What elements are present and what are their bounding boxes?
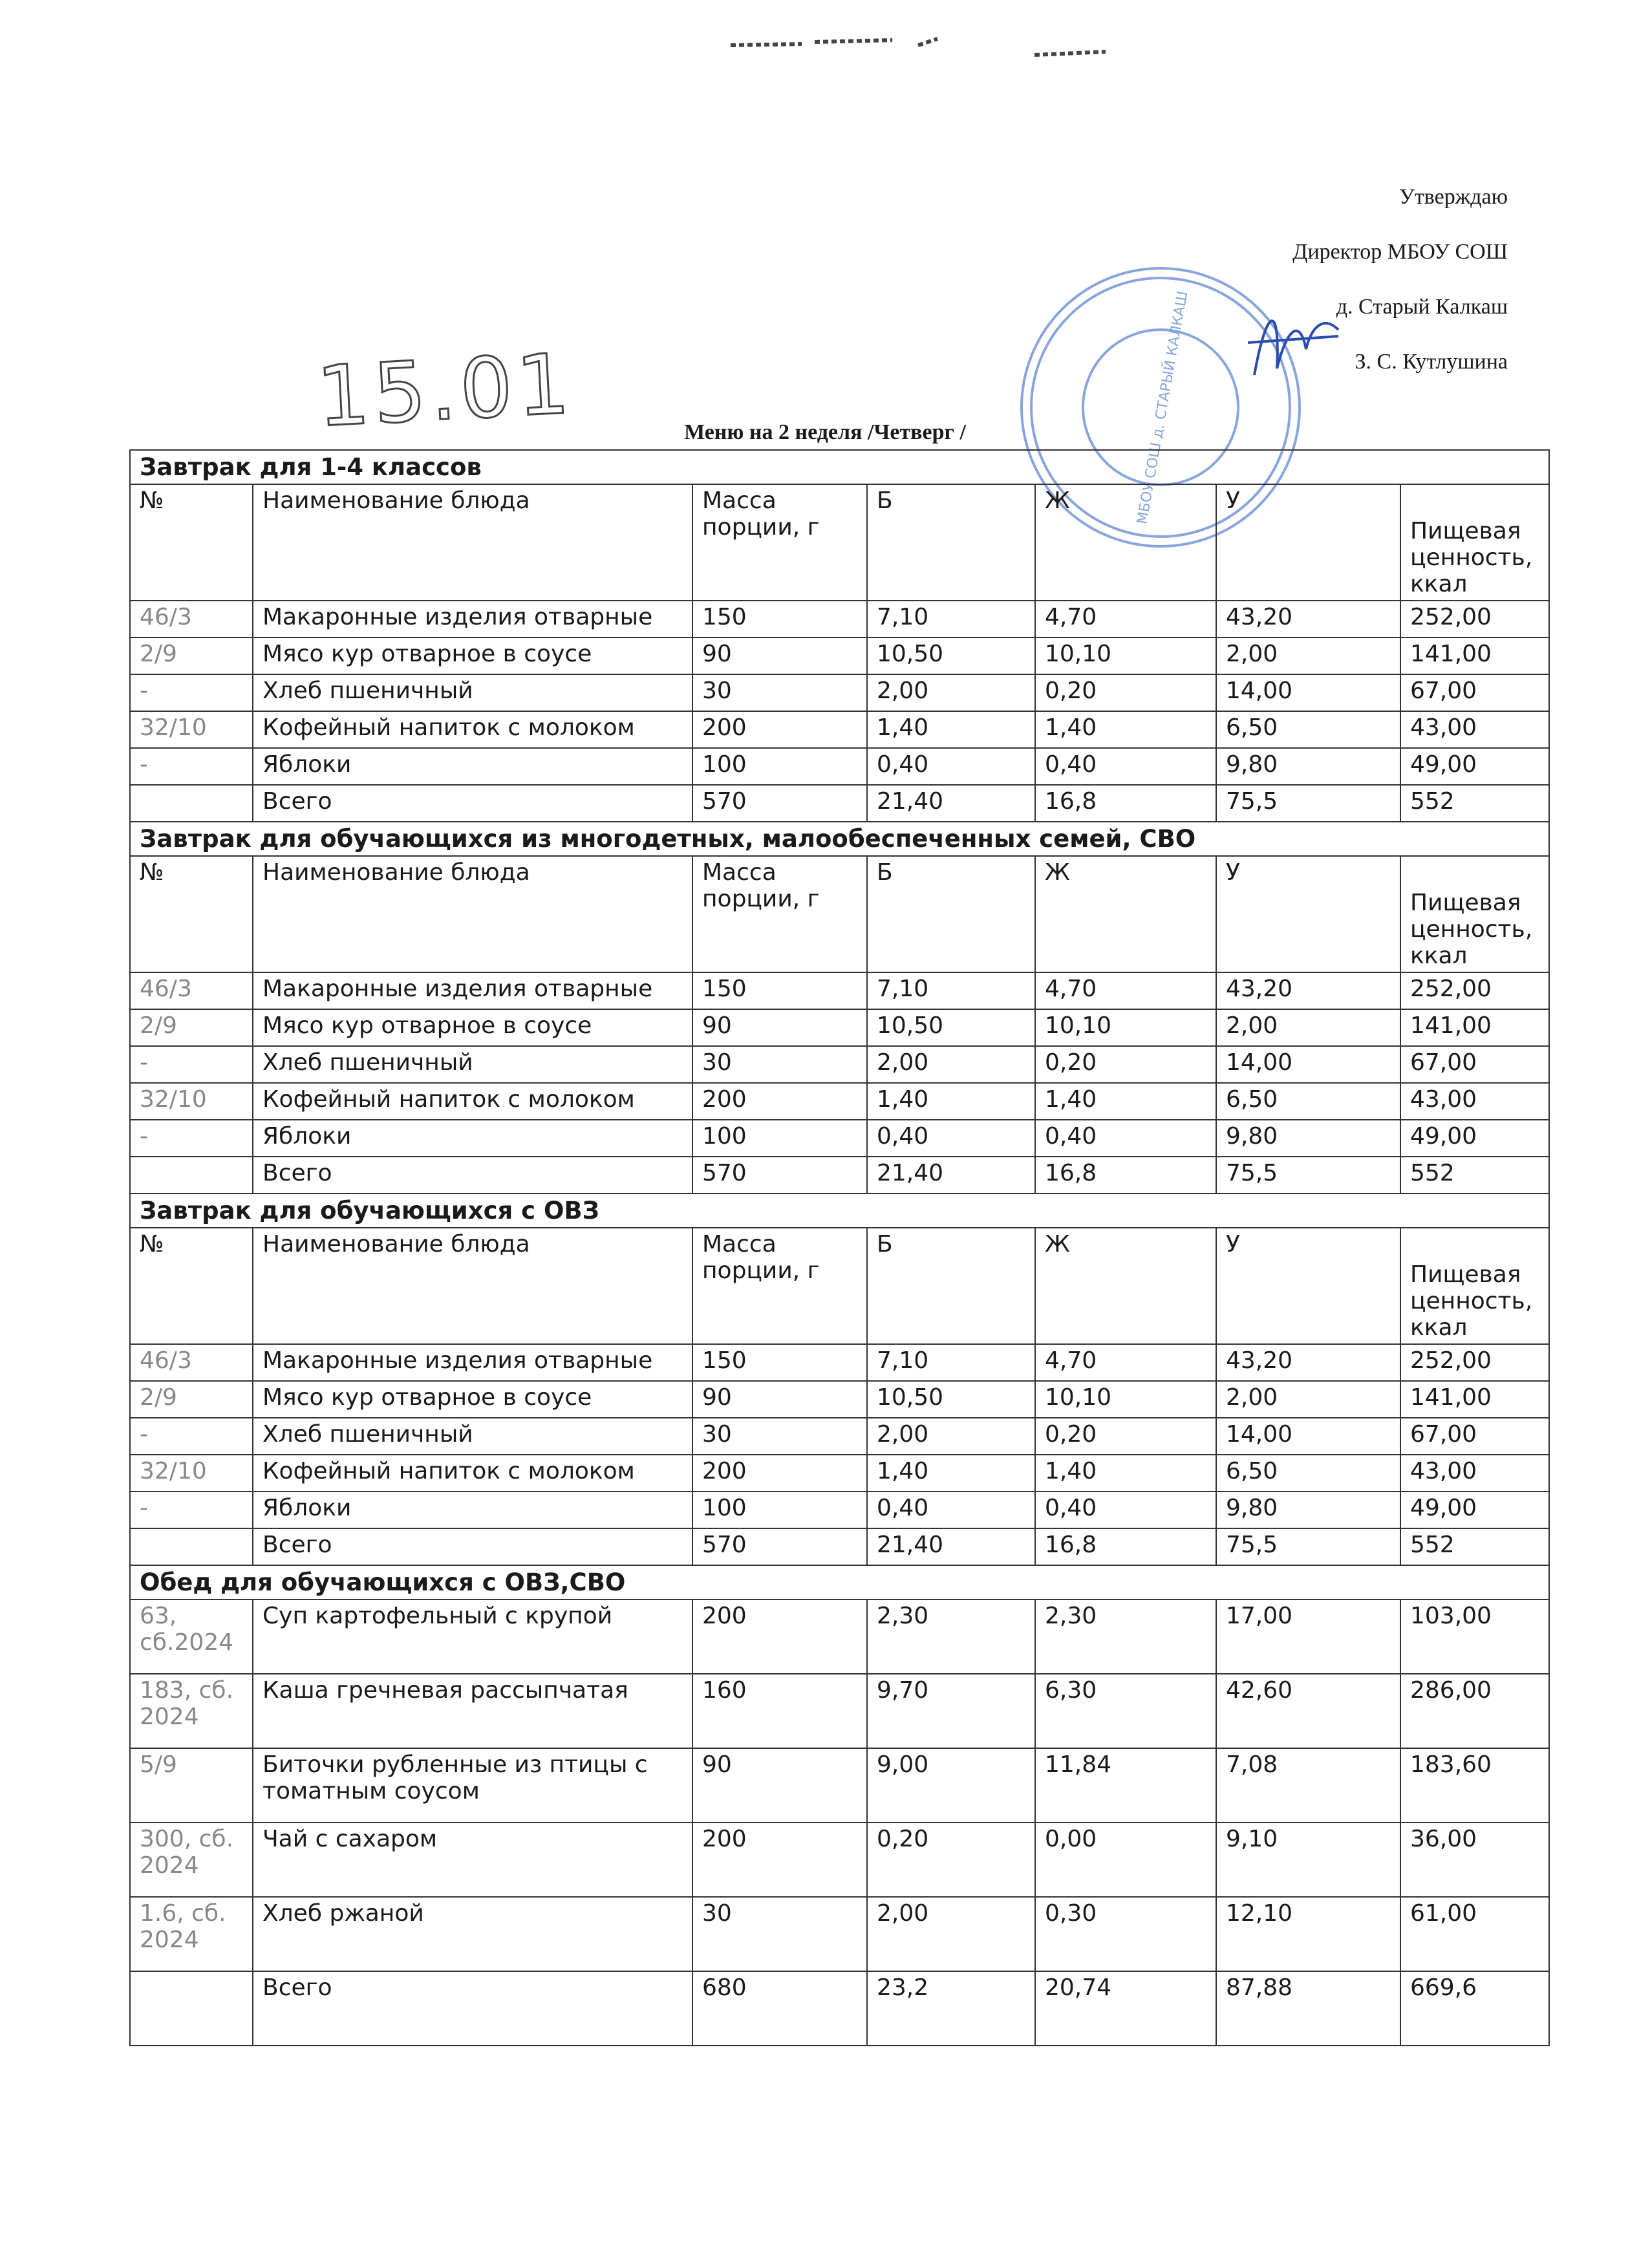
table-row [130,674,1549,711]
kcal-value: 552 [1400,785,1549,822]
table-row [130,637,1549,674]
dish-name: Кофейный напиток с молоком [253,1083,692,1120]
kcal-value: 49,00 [1400,748,1549,785]
fat-value: 0,20 [1035,1418,1216,1455]
recipe-code: 1.6, сб. 2024 [130,1897,253,1971]
mass-value: 200 [692,711,867,748]
kcal-value: 43,00 [1400,1455,1549,1492]
recipe-code: 183, сб. 2024 [130,1674,253,1748]
kcal-value: 141,00 [1400,1009,1549,1046]
section-title: Обед для обучающихся с ОВЗ,СВО [130,1565,1549,1599]
carb-value: 17,00 [1216,1599,1400,1674]
carb-value: 9,80 [1216,1492,1400,1528]
carb-value: 7,08 [1216,1748,1400,1823]
fat-value: 0,30 [1035,1897,1216,1971]
kcal-value: 61,00 [1400,1897,1549,1971]
mass-value: 150 [692,972,867,1009]
fat-value: 1,40 [1035,711,1216,748]
header-kcal: Пищевая ценность, ккал [1400,856,1549,972]
table-row [130,785,1549,822]
header-no: № [130,484,253,601]
header-name: Наименование блюда [253,856,692,972]
approval-line-2: Директор МБОУ СОШ [1292,240,1508,264]
kcal-value: 669,6 [1400,1971,1549,2046]
recipe-code: 46/3 [130,972,253,1009]
fat-value: 16,8 [1035,1528,1216,1565]
header-b: Б [867,1228,1035,1344]
carb-value: 75,5 [1216,1157,1400,1193]
carb-value: 43,20 [1216,601,1400,637]
header-zh: Ж [1035,856,1216,972]
kcal-value: 552 [1400,1528,1549,1565]
protein-value: 0,40 [867,1120,1035,1157]
protein-value: 10,50 [867,637,1035,674]
header-u: У [1216,484,1400,601]
dish-name: Мясо кур отварное в соусе [253,1381,692,1418]
menu-table [129,449,1550,2046]
menu-title: Меню на 2 неделя /Четверг / [684,420,966,444]
dish-name: Чай с сахаром [253,1823,692,1897]
dish-name: Каша гречневая рассыпчатая [253,1674,692,1748]
fat-value: 4,70 [1035,601,1216,637]
dish-name: Макаронные изделия отварные [253,972,692,1009]
kcal-value: 67,00 [1400,674,1549,711]
carb-value: 12,10 [1216,1897,1400,1971]
header-name: Наименование блюда [253,484,692,601]
carb-value: 2,00 [1216,1009,1400,1046]
kcal-value: 43,00 [1400,711,1549,748]
recipe-code: 32/10 [130,1455,253,1492]
kcal-value: 252,00 [1400,601,1549,637]
handwritten-date: 15.01 [314,336,576,446]
header-name: Наименование блюда [253,1228,692,1344]
protein-value: 10,50 [867,1009,1035,1046]
table-row [130,1599,1549,1674]
approval-line-1: Утверждаю [1398,185,1508,209]
dish-name: Кофейный напиток с молоком [253,711,692,748]
header-b: Б [867,484,1035,601]
fat-value: 2,30 [1035,1599,1216,1674]
dish-name: Хлеб ржаной [253,1897,692,1971]
table-row [130,1009,1549,1046]
protein-value: 2,00 [867,1897,1035,1971]
protein-value: 10,50 [867,1381,1035,1418]
protein-value: 2,00 [867,1046,1035,1083]
recipe-code: - [130,1120,253,1157]
mass-value: 150 [692,601,867,637]
table-row [130,1897,1549,1971]
stamp-text: МБОУ СОШ д. СТАРЫЙ КАЛКАШ [1134,290,1192,526]
protein-value: 21,40 [867,1528,1035,1565]
carb-value: 42,60 [1216,1674,1400,1748]
protein-value: 1,40 [867,1455,1035,1492]
protein-value: 1,40 [867,1083,1035,1120]
protein-value: 9,70 [867,1674,1035,1748]
recipe-code: 32/10 [130,1083,253,1120]
scan-artifact [724,26,1112,65]
section-title: Завтрак для обучающихся с ОВЗ [130,1193,1549,1228]
mass-value: 200 [692,1599,867,1674]
table-row [130,1381,1549,1418]
table-row [130,1046,1549,1083]
recipe-code [130,1528,253,1565]
fat-value: 0,40 [1035,748,1216,785]
carb-value: 14,00 [1216,1418,1400,1455]
dish-name: Всего [253,1157,692,1193]
dish-name: Биточки рубленные из птицы с томатным соусом [253,1748,692,1823]
carb-value: 9,10 [1216,1823,1400,1897]
kcal-value: 141,00 [1400,637,1549,674]
dish-name: Яблоки [253,1120,692,1157]
section-title: Завтрак для обучающихся из многодетных, малообеспеченных семей, СВО [130,822,1549,856]
recipe-code [130,785,253,822]
carb-value: 6,50 [1216,1455,1400,1492]
mass-value: 100 [692,1492,867,1528]
kcal-value: 36,00 [1400,1823,1549,1897]
carb-value: 75,5 [1216,785,1400,822]
carb-value: 2,00 [1216,1381,1400,1418]
section-header-row [130,822,1549,856]
header-mass: Масса порции, г [692,484,867,601]
mass-value: 30 [692,1897,867,1971]
mass-value: 200 [692,1455,867,1492]
table-row [130,711,1549,748]
column-header-row [130,856,1549,972]
protein-value: 2,00 [867,674,1035,711]
table-row [130,1674,1549,1748]
recipe-code: - [130,674,253,711]
mass-value: 680 [692,1971,867,2046]
kcal-value: 552 [1400,1157,1549,1193]
protein-value: 2,00 [867,1418,1035,1455]
protein-value: 0,20 [867,1823,1035,1897]
menu-body [130,450,1549,2046]
recipe-code: - [130,748,253,785]
dish-name: Мясо кур отварное в соусе [253,1009,692,1046]
protein-value: 21,40 [867,1157,1035,1193]
dish-name: Всего [253,785,692,822]
header-zh: Ж [1035,1228,1216,1344]
recipe-code: - [130,1046,253,1083]
carb-value: 75,5 [1216,1528,1400,1565]
dish-name: Макаронные изделия отварные [253,601,692,637]
fat-value: 0,40 [1035,1492,1216,1528]
kcal-value: 103,00 [1400,1599,1549,1674]
recipe-code: 2/9 [130,1381,253,1418]
fat-value: 6,30 [1035,1674,1216,1748]
mass-value: 90 [692,1009,867,1046]
carb-value: 87,88 [1216,1971,1400,2046]
mass-value: 570 [692,1528,867,1565]
dish-name: Макаронные изделия отварные [253,1344,692,1381]
mass-value: 30 [692,1418,867,1455]
header-u: У [1216,1228,1400,1344]
carb-value: 43,20 [1216,1344,1400,1381]
table-row [130,1492,1549,1528]
mass-value: 100 [692,1120,867,1157]
header-zh: Ж [1035,484,1216,601]
dish-name: Кофейный напиток с молоком [253,1455,692,1492]
carb-value: 6,50 [1216,711,1400,748]
approval-line-4: З. С. Кутлушина [1355,350,1508,374]
header-mass: Масса порции, г [692,856,867,972]
header-no: № [130,856,253,972]
table-row [130,1971,1549,2046]
table-row [130,972,1549,1009]
fat-value: 10,10 [1035,1381,1216,1418]
fat-value: 10,10 [1035,1009,1216,1046]
kcal-value: 49,00 [1400,1492,1549,1528]
protein-value: 0,40 [867,748,1035,785]
mass-value: 90 [692,1381,867,1418]
protein-value: 0,40 [867,1492,1035,1528]
recipe-code [130,1157,253,1193]
section-header-row [130,1565,1549,1599]
header-kcal: Пищевая ценность, ккал [1400,484,1549,601]
table-row [130,1418,1549,1455]
recipe-code: 63, сб.2024 [130,1599,253,1674]
protein-value: 21,40 [867,785,1035,822]
kcal-value: 252,00 [1400,972,1549,1009]
protein-value: 7,10 [867,1344,1035,1381]
mass-value: 160 [692,1674,867,1748]
carb-value: 9,80 [1216,748,1400,785]
kcal-value: 43,00 [1400,1083,1549,1120]
approval-line-3: д. Старый Калкаш [1336,295,1508,319]
mass-value: 90 [692,1748,867,1823]
dish-name: Мясо кур отварное в соусе [253,637,692,674]
recipe-code: - [130,1492,253,1528]
protein-value: 2,30 [867,1599,1035,1674]
kcal-value: 183,60 [1400,1748,1549,1823]
table-row [130,1083,1549,1120]
director-signature [1241,291,1345,394]
table-row [130,1455,1549,1492]
dish-name: Всего [253,1971,692,2046]
fat-value: 20,74 [1035,1971,1216,2046]
mass-value: 30 [692,674,867,711]
mass-value: 100 [692,748,867,785]
section-header-row [130,1193,1549,1228]
dish-name: Всего [253,1528,692,1565]
recipe-code: - [130,1418,253,1455]
recipe-code: 2/9 [130,637,253,674]
kcal-value: 49,00 [1400,1120,1549,1157]
kcal-value: 252,00 [1400,1344,1549,1381]
carb-value: 14,00 [1216,1046,1400,1083]
table-row [130,1120,1549,1157]
recipe-code: 46/3 [130,1344,253,1381]
recipe-code: 5/9 [130,1748,253,1823]
table-row [130,1528,1549,1565]
table-row [130,1823,1549,1897]
dish-name: Яблоки [253,1492,692,1528]
table-row [130,1157,1549,1193]
recipe-code: 46/3 [130,601,253,637]
header-u: У [1216,856,1400,972]
table-row [130,1748,1549,1823]
fat-value: 4,70 [1035,972,1216,1009]
section-title: Завтрак для 1-4 классов [130,450,1549,484]
header-mass: Масса порции, г [692,1228,867,1344]
column-header-row [130,1228,1549,1344]
section-header-row [130,450,1549,484]
dish-name: Хлеб пшеничный [253,1418,692,1455]
protein-value: 23,2 [867,1971,1035,2046]
kcal-value: 67,00 [1400,1418,1549,1455]
header-b: Б [867,856,1035,972]
fat-value: 0,20 [1035,674,1216,711]
table-row [130,748,1549,785]
fat-value: 0,20 [1035,1046,1216,1083]
fat-value: 16,8 [1035,1157,1216,1193]
mass-value: 90 [692,637,867,674]
table-row [130,1344,1549,1381]
recipe-code: 300, сб. 2024 [130,1823,253,1897]
recipe-code: 2/9 [130,1009,253,1046]
fat-value: 16,8 [1035,785,1216,822]
mass-value: 200 [692,1823,867,1897]
dish-name: Хлеб пшеничный [253,1046,692,1083]
fat-value: 1,40 [1035,1083,1216,1120]
mass-value: 200 [692,1083,867,1120]
carb-value: 9,80 [1216,1120,1400,1157]
table-row [130,601,1549,637]
kcal-value: 286,00 [1400,1674,1549,1748]
dish-name: Хлеб пшеничный [253,674,692,711]
column-header-row [130,484,1549,601]
mass-value: 570 [692,785,867,822]
carb-value: 6,50 [1216,1083,1400,1120]
protein-value: 7,10 [867,972,1035,1009]
mass-value: 570 [692,1157,867,1193]
fat-value: 10,10 [1035,637,1216,674]
mass-value: 150 [692,1344,867,1381]
fat-value: 0,40 [1035,1120,1216,1157]
carb-value: 14,00 [1216,674,1400,711]
carb-value: 2,00 [1216,637,1400,674]
fat-value: 4,70 [1035,1344,1216,1381]
mass-value: 30 [692,1046,867,1083]
fat-value: 1,40 [1035,1455,1216,1492]
protein-value: 9,00 [867,1748,1035,1823]
kcal-value: 67,00 [1400,1046,1549,1083]
kcal-value: 141,00 [1400,1381,1549,1418]
protein-value: 7,10 [867,601,1035,637]
carb-value: 43,20 [1216,972,1400,1009]
fat-value: 0,00 [1035,1823,1216,1897]
fat-value: 11,84 [1035,1748,1216,1823]
header-kcal: Пищевая ценность, ккал [1400,1228,1549,1344]
protein-value: 1,40 [867,711,1035,748]
header-no: № [130,1228,253,1344]
dish-name: Суп картофельный с крупой [253,1599,692,1674]
dish-name: Яблоки [253,748,692,785]
recipe-code: 32/10 [130,711,253,748]
recipe-code [130,1971,253,2046]
